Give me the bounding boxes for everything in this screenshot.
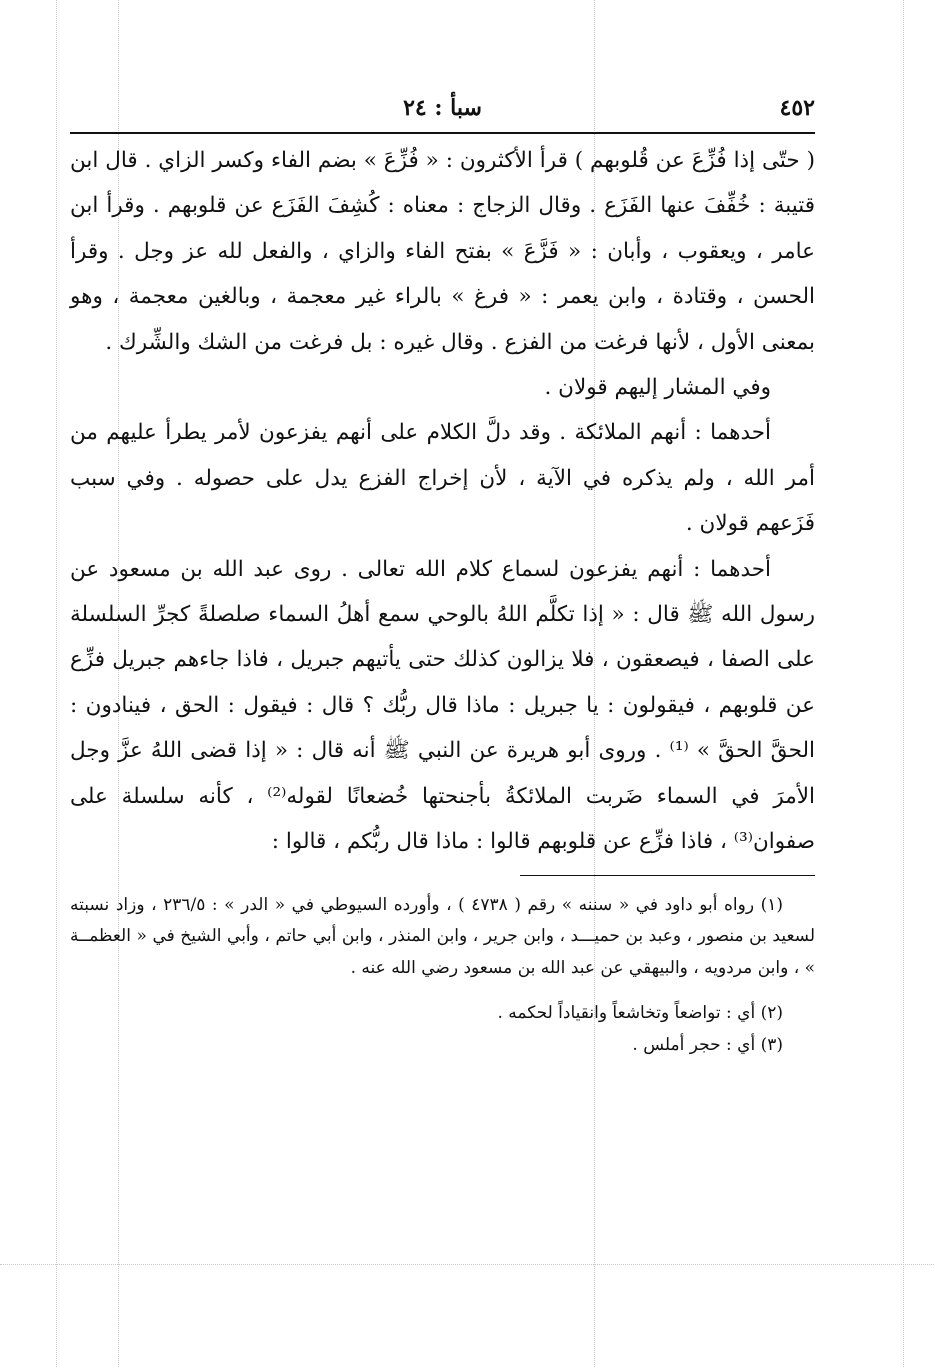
scan-guide-line — [0, 1264, 934, 1265]
paragraph: أحدهما : أنهم يفزعون لسماع كلام الله تعالى . روى عبد الله بن مسعود عن رسول الله ﷺ قال : « إذا تكلَّم اللهُ بالوحي سمع أهلُ السماء صلصلةً كجرِّ السلسلة على الصفا ، فيصعقون ، فلا يزالون كذلك حتى يأتيهم جبريل ، فاذا جاءهم جبريل فزِّع عن قلوبهم ، فيقولون : يا جبريل : ماذا قال ربُّك ؟ قال : فيقول : الحق ، فينادون : الحقَّ الحقَّ » ⁽¹⁾ . وروى أبو هريرة عن النبي ﷺ أنه قال : « إذا قضى اللهُ عزَّ وجل الأمرَ في السماء ضَربت الملائكةُ بأجنحتها خُضعانًا لقوله⁽²⁾ ، كأنه سلسلة على صفوان⁽³⁾ ، فاذا فزِّع عن قلوبهم قالوا : ماذا قال ربُّكم ، قالوا : — [70, 556, 815, 855]
book-page — [70, 88, 815, 1061]
main-text — [70, 138, 815, 865]
scan-guide-line — [903, 0, 904, 1367]
paragraph: أحدهما : أنهم الملائكة . وقد دلَّ الكلام على أنهم يفزعون لأمر يطرأ عليهم من أمر الله ، ولم يذكره في الآية ، لأن إخراج الفزع يدل على حصوله . وفي سبب فَزَعهم قولان . — [70, 420, 815, 537]
surah-verse-label: سبأ : ٢٤ — [403, 95, 482, 121]
footnote-separator — [520, 875, 815, 876]
page-number: ٤٥٢ — [779, 95, 815, 121]
running-header — [70, 88, 815, 128]
paragraph: ( حتّى إذا فُزِّعَ عن قُلوبهم ) قرأ الأكثرون : « فُزِّعَ » بضم الفاء وكسر الزاي . قال ابن قتيبة : خُفِّفَ عنها الفَزَع . وقال الزجاج : معناه : كُشِفَ الفَزَع عن قلوبهم . وقرأ ابن عامر ، ويعقوب ، وأبان : « فَزَّعَ » بفتح الفاء والزاي ، والفعل لله عز وجل . وقرأ الحسن ، وقتادة ، وابن يعمر : « فرغ » بالراء غير معجمة ، وبالغين معجمة ، وهو بمعنى الأول ، لأنها فرغت من الفزع . وقال غيره : بل فرغت من الشك والشِّرك . — [70, 148, 815, 355]
paragraph: وفي المشار إليهم قولان . — [544, 375, 771, 401]
scan-guide-line — [56, 0, 57, 1367]
header-rule — [70, 132, 815, 134]
footnote: (٢) أي : تواضعاً وتخاشعاً وانقياداً لحكمه . — [497, 1003, 783, 1023]
footnote: (١) رواه أبو داود في « سننه » رقم ( ٤٧٣٨ ) ، وأورده السيوطي في « الدر » : ٢٣٦/٥ ، وزاد نسبته لسعيد بن منصور ، وعبد بن حميـــد ، وابن جرير ، وابن المنذر ، وابن أبي حاتم ، وأبي الشيخ في « العظمــة » ، وابن مردويه ، والبيهقي عن عبد الله بن مسعود رضي الله عنه . — [70, 894, 815, 978]
footnote: (٣) أي : حجر أملس . — [632, 1034, 783, 1055]
footnotes — [70, 890, 815, 1062]
